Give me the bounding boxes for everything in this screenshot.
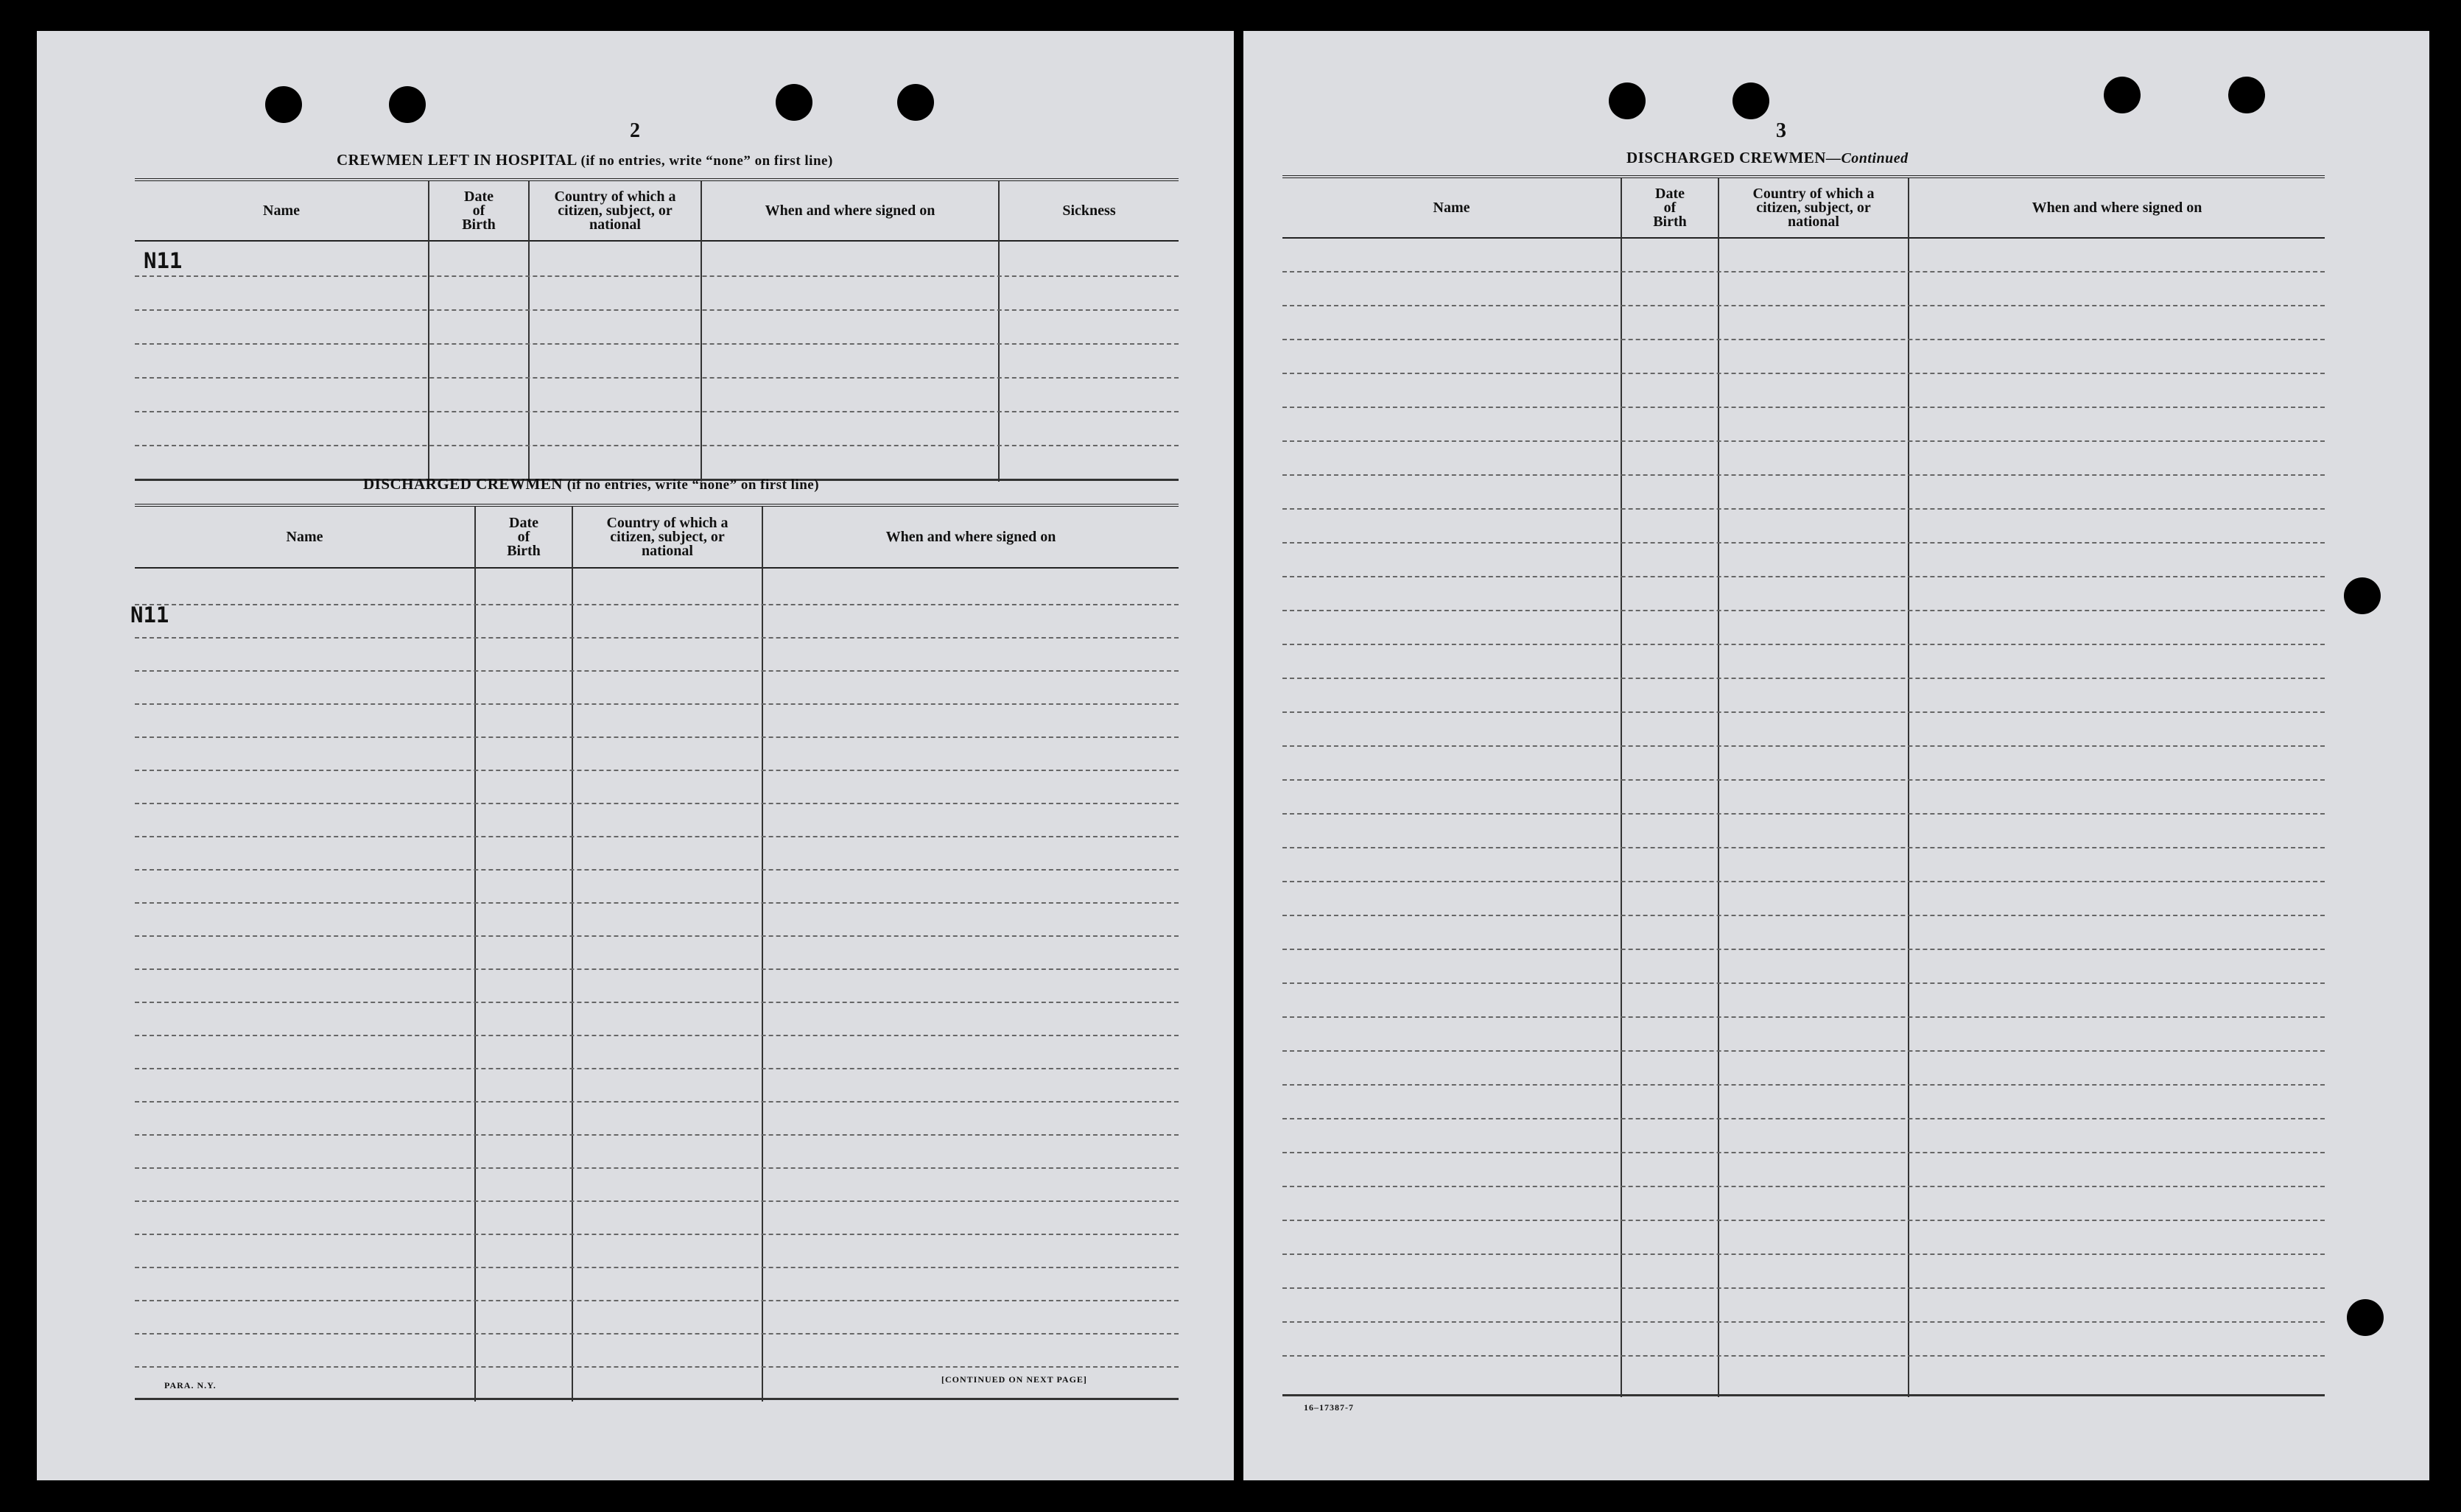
punch-hole bbox=[897, 84, 934, 121]
col-country-header: Country of which a citizen, subject, or national bbox=[606, 514, 729, 559]
discharged-continued-table bbox=[1282, 175, 2325, 1397]
table-bottom-rule bbox=[1282, 1394, 2325, 1396]
row-line bbox=[135, 309, 1179, 311]
row-line bbox=[1282, 678, 2325, 679]
row-line bbox=[1282, 1220, 2325, 1221]
row-line bbox=[1282, 1084, 2325, 1086]
row-line bbox=[1282, 610, 2325, 611]
row-line bbox=[135, 1267, 1179, 1268]
row-line bbox=[135, 836, 1179, 837]
column-divider bbox=[428, 181, 429, 482]
row-line bbox=[1282, 1253, 2325, 1255]
row-line bbox=[1282, 440, 2325, 442]
punch-hole bbox=[1609, 82, 1646, 119]
punch-hole bbox=[2228, 77, 2265, 113]
row-line bbox=[1282, 847, 2325, 848]
discharged-table-header bbox=[135, 507, 1179, 569]
row-line bbox=[1282, 711, 2325, 713]
row-line bbox=[135, 637, 1179, 639]
row-line bbox=[1282, 542, 2325, 544]
punch-hole bbox=[1732, 82, 1769, 119]
row-line bbox=[1282, 813, 2325, 815]
row-line bbox=[135, 275, 1179, 277]
hospital-title-note: (if no entries, write “none” on first line) bbox=[580, 153, 833, 169]
discharged-section-title bbox=[363, 475, 819, 493]
row-line bbox=[135, 869, 1179, 871]
row-line bbox=[1282, 644, 2325, 645]
printer-mark: PARA. N.Y. bbox=[164, 1380, 217, 1390]
row-line bbox=[135, 1035, 1179, 1036]
col-country-header: Country of which a citizen, subject, or national bbox=[554, 188, 676, 233]
col-date-of-birth-header: Date of Birth bbox=[462, 188, 496, 233]
hospital-table-header bbox=[135, 181, 1179, 242]
hospital-title-text: CREWMEN LEFT IN HOSPITAL bbox=[337, 151, 577, 169]
row-line bbox=[135, 703, 1179, 705]
row-line bbox=[135, 1234, 1179, 1235]
row-line bbox=[1282, 1186, 2325, 1187]
row-line bbox=[135, 411, 1179, 412]
row-line bbox=[135, 377, 1179, 379]
column-divider bbox=[998, 181, 1000, 482]
row-line bbox=[135, 968, 1179, 970]
row-line bbox=[1282, 915, 2325, 916]
row-line bbox=[1282, 982, 2325, 984]
row-line bbox=[1282, 373, 2325, 374]
row-line bbox=[135, 770, 1179, 771]
discharged-continued-title bbox=[1626, 149, 1909, 167]
continued-title-suffix: —Continued bbox=[1825, 150, 1909, 166]
row-line bbox=[1282, 474, 2325, 476]
col-date-of-birth-header: Date of Birth bbox=[1653, 185, 1687, 230]
col-country-header: Country of which a citizen, subject, or national bbox=[1752, 185, 1875, 230]
hospital-section-title bbox=[337, 151, 833, 169]
form-number: 16–17387-7 bbox=[1304, 1402, 1354, 1413]
row-line bbox=[135, 1300, 1179, 1301]
row-line bbox=[135, 1333, 1179, 1335]
row-line bbox=[1282, 949, 2325, 950]
continued-title-text: DISCHARGED CREWMEN bbox=[1626, 149, 1826, 166]
col-signed-on-header: When and where signed on bbox=[885, 528, 1056, 545]
row-line bbox=[135, 1167, 1179, 1169]
row-line bbox=[135, 670, 1179, 672]
row-line bbox=[1282, 1118, 2325, 1119]
punch-hole bbox=[776, 84, 812, 121]
row-line bbox=[1282, 779, 2325, 781]
punch-hole bbox=[2347, 1299, 2384, 1336]
row-line bbox=[135, 935, 1179, 937]
row-line bbox=[135, 1002, 1179, 1003]
row-line bbox=[1282, 745, 2325, 747]
left-form-page bbox=[37, 31, 1234, 1480]
continued-table-header bbox=[1282, 178, 2325, 239]
row-line bbox=[135, 1101, 1179, 1103]
row-line bbox=[1282, 1355, 2325, 1357]
row-line bbox=[135, 1068, 1179, 1069]
row-line bbox=[135, 1134, 1179, 1136]
row-line bbox=[135, 445, 1179, 446]
right-form-page bbox=[1243, 31, 2429, 1480]
row-line bbox=[135, 902, 1179, 904]
col-signed-on-header: When and where signed on bbox=[2032, 199, 2202, 216]
page-number: 2 bbox=[630, 119, 640, 142]
column-divider bbox=[1621, 178, 1622, 1397]
row-line bbox=[1282, 407, 2325, 408]
column-divider bbox=[701, 181, 702, 482]
row-line bbox=[1282, 576, 2325, 577]
col-signed-on-header: When and where signed on bbox=[765, 202, 935, 219]
col-name-header: Name bbox=[286, 528, 323, 545]
col-name-header: Name bbox=[1433, 199, 1470, 216]
punch-hole bbox=[2344, 577, 2381, 614]
hospital-table bbox=[135, 178, 1179, 482]
page-number: 3 bbox=[1776, 119, 1786, 142]
row-line bbox=[1282, 1152, 2325, 1153]
row-line bbox=[1282, 339, 2325, 340]
col-date-of-birth-header: Date of Birth bbox=[507, 514, 541, 559]
table-bottom-rule bbox=[135, 1398, 1179, 1400]
row-line bbox=[135, 604, 1179, 605]
punch-hole bbox=[265, 86, 302, 123]
discharged-title-note: (if no entries, write “none” on first line) bbox=[566, 477, 820, 493]
row-line bbox=[135, 803, 1179, 804]
discharged-first-entry: N11 bbox=[130, 602, 169, 627]
col-name-header: Name bbox=[263, 202, 300, 219]
punch-hole bbox=[2104, 77, 2141, 113]
column-divider bbox=[1718, 178, 1719, 1397]
row-line bbox=[135, 343, 1179, 345]
row-line bbox=[1282, 1287, 2325, 1289]
col-sickness-header: Sickness bbox=[1062, 202, 1116, 219]
row-line bbox=[135, 1366, 1179, 1368]
column-divider bbox=[528, 181, 530, 482]
hospital-first-entry: N11 bbox=[144, 248, 183, 273]
row-line bbox=[135, 736, 1179, 738]
row-line bbox=[1282, 881, 2325, 882]
row-line bbox=[1282, 305, 2325, 306]
discharged-title-text: DISCHARGED CREWMEN bbox=[363, 475, 563, 493]
row-line bbox=[1282, 508, 2325, 510]
row-line bbox=[1282, 271, 2325, 272]
row-line bbox=[1282, 1321, 2325, 1323]
row-line bbox=[135, 1200, 1179, 1202]
discharged-table bbox=[130, 504, 1179, 1402]
column-divider bbox=[1908, 178, 1909, 1397]
punch-hole bbox=[389, 86, 426, 123]
continued-note: [CONTINUED ON NEXT PAGE] bbox=[941, 1374, 1087, 1385]
row-line bbox=[1282, 1050, 2325, 1052]
row-line bbox=[1282, 1016, 2325, 1018]
